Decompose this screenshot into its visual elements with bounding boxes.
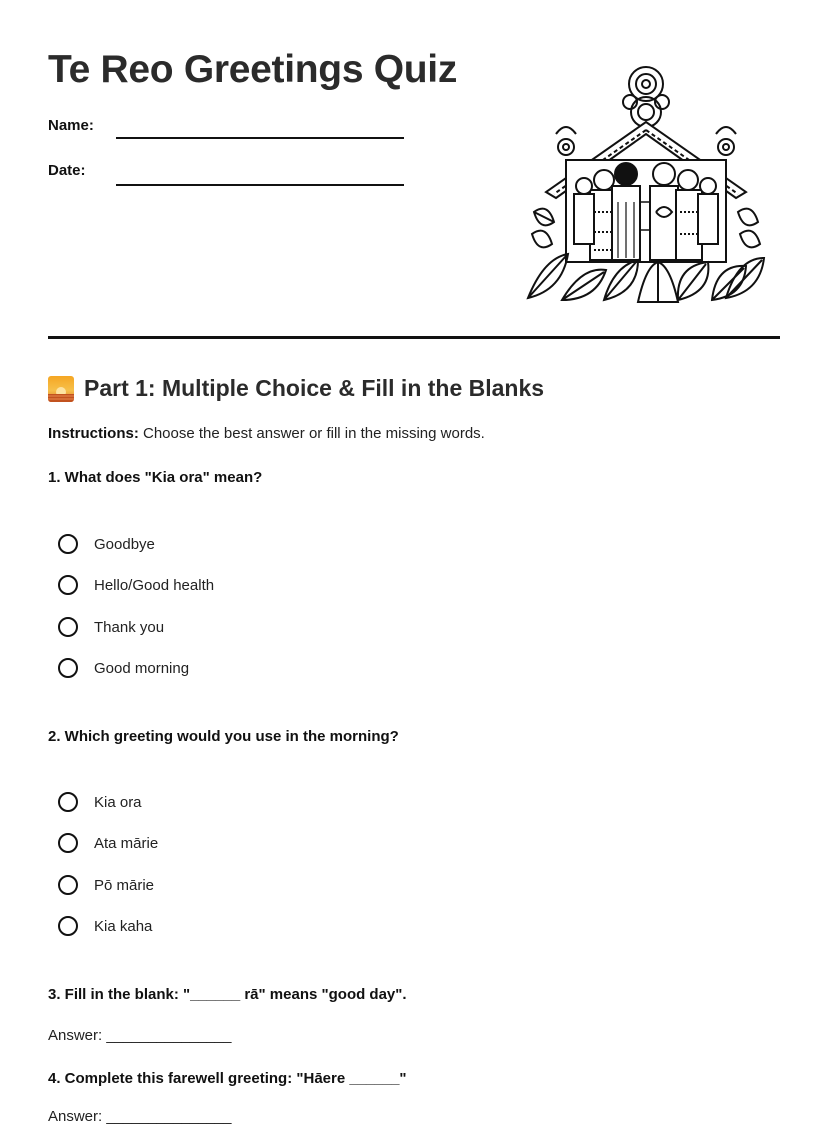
- instructions: [48, 425, 485, 442]
- option-label: Ata mārie: [94, 834, 159, 852]
- q2-option-kia-ora[interactable]: [58, 790, 142, 814]
- option-label: Kia ora: [94, 793, 142, 811]
- answer-line-q4[interactable]: Answer: _______________: [48, 1108, 232, 1125]
- option-label: Goodbye: [94, 535, 155, 553]
- option-label: Good morning: [94, 659, 190, 677]
- question-3: 3. Fill in the blank: "______ rā" means "good day".: [48, 986, 407, 1003]
- radio-button[interactable]: [58, 875, 78, 895]
- swirl-ornament: [623, 67, 669, 127]
- part1-heading: [48, 375, 544, 402]
- option-label: Pō mārie: [94, 876, 155, 894]
- radio-button[interactable]: [58, 792, 78, 812]
- name-input-line[interactable]: [116, 137, 404, 139]
- q1-option-thank-you[interactable]: [58, 615, 164, 639]
- question-2: 2. Which greeting would you use in the morning?: [48, 728, 399, 745]
- instructions-text: Choose the best answer or fill in the missing words.: [138, 425, 485, 442]
- radio-button[interactable]: [58, 833, 78, 853]
- radio-button[interactable]: [58, 658, 78, 678]
- option-label: Thank you: [94, 618, 165, 636]
- question-1: 1. What does "Kia ora" mean?: [48, 469, 263, 486]
- option-label: Kia kaha: [94, 917, 153, 935]
- sunset-icon: [48, 376, 74, 402]
- name-label: Name:: [48, 117, 94, 134]
- q1-option-hello-good-health[interactable]: [58, 573, 214, 597]
- date-input-line[interactable]: [116, 184, 404, 186]
- question-4: 4. Complete this farewell greeting: "Hāere ______": [48, 1070, 407, 1087]
- page-title: Te Reo Greetings Quiz: [48, 48, 458, 91]
- answer-line-q3[interactable]: Answer: _______________: [48, 1027, 232, 1044]
- q2-option-kia-kaha[interactable]: [58, 914, 152, 938]
- q1-option-goodbye[interactable]: [58, 532, 155, 556]
- option-label: Hello/Good health: [94, 576, 215, 594]
- radio-button[interactable]: [58, 916, 78, 936]
- radio-button[interactable]: [58, 575, 78, 595]
- radio-button[interactable]: [58, 617, 78, 637]
- name-field: [48, 117, 116, 134]
- carved-wharenui-illustration-icon: [526, 62, 766, 307]
- section-divider: [48, 336, 780, 339]
- radio-button[interactable]: [58, 534, 78, 554]
- instructions-label: Instructions:: [48, 425, 139, 442]
- date-label: Date:: [48, 162, 86, 179]
- q1-option-good-morning[interactable]: [58, 656, 189, 680]
- q2-option-po-marie[interactable]: [58, 873, 154, 897]
- part1-heading-text: Part 1: Multiple Choice & Fill in the Blanks: [84, 375, 545, 401]
- date-field: [48, 162, 116, 179]
- q2-option-ata-marie[interactable]: [58, 831, 158, 855]
